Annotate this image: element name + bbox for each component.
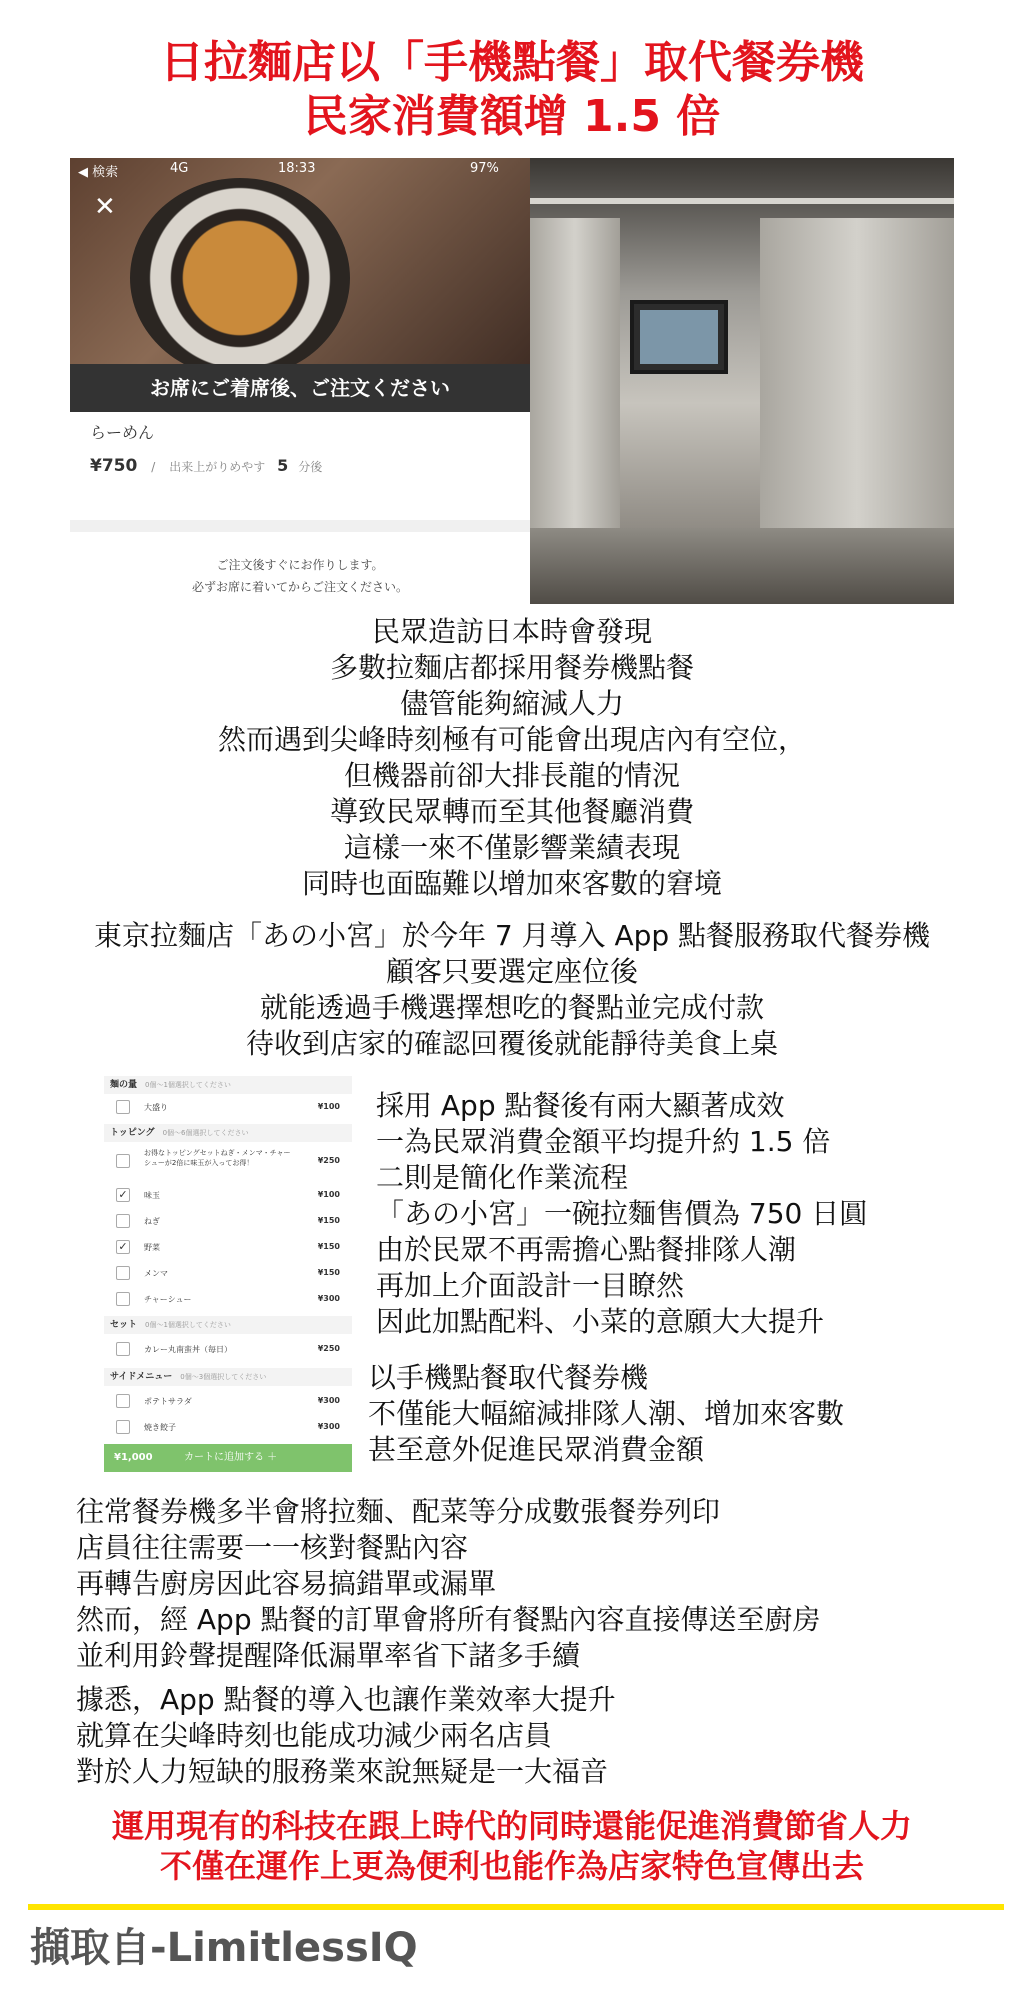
menu-option-row[interactable]: お得なトッピングセットねぎ・メンマ・チャーシューが2倍に味玉が入ってお得！ ¥250 bbox=[104, 1144, 352, 1180]
divider bbox=[70, 520, 530, 532]
option-checkbox[interactable] bbox=[116, 1420, 130, 1434]
add-to-cart-button[interactable]: カートに追加する ＋ bbox=[184, 1452, 278, 1463]
p1-line: 這樣一來不僅影響業績表現 bbox=[343, 831, 680, 864]
option-checkbox[interactable] bbox=[116, 1342, 130, 1356]
ramen-photo bbox=[70, 158, 530, 388]
item-price: ¥750 bbox=[90, 456, 138, 476]
app-menu-screenshot bbox=[104, 1076, 352, 1472]
option-checkbox[interactable] bbox=[116, 1266, 130, 1280]
option-checkbox[interactable]: ✓ bbox=[116, 1188, 130, 1202]
p2-line: 東京拉麵店「あの小宮」於今年 7 月導入 App 點餐服務取代餐券機 bbox=[93, 919, 931, 952]
option-checkbox[interactable]: ✓ bbox=[116, 1240, 130, 1254]
menu-option-row[interactable]: メンマ ¥150 bbox=[104, 1260, 352, 1286]
status-battery: 97% bbox=[470, 161, 499, 176]
kitchen-photo bbox=[530, 158, 954, 604]
price-row bbox=[90, 456, 322, 476]
p5-line: 然而，經 App 點餐的訂單會將所有餐點內容直接傳送至廚房 bbox=[76, 1603, 821, 1636]
conclusion bbox=[0, 1806, 1024, 1886]
option-checkbox[interactable] bbox=[116, 1292, 130, 1306]
paragraph-1 bbox=[0, 614, 1024, 902]
menu-section: 麺の量 0個〜1個選択してください bbox=[104, 1076, 352, 1094]
yellow-divider bbox=[28, 1904, 1004, 1910]
item-name: らーめん bbox=[90, 423, 155, 442]
status-back: ◀ 検索 bbox=[78, 165, 119, 180]
menu-option-row[interactable]: ねぎ ¥150 bbox=[104, 1208, 352, 1234]
source-credit: 擷取自-LimitlessIQ bbox=[30, 1925, 418, 1971]
menu-section: トッピング 0個〜6個選択してください bbox=[104, 1124, 352, 1142]
kitchen-order-tablet bbox=[630, 300, 728, 374]
headline-line-1: 日拉麵店以「手機點餐」取代餐券機 bbox=[160, 37, 864, 88]
conclusion-line: 不僅在運作上更為便利也能作為店家特色宣傳出去 bbox=[159, 1847, 864, 1885]
p3-line: 再加上介面設計一目瞭然 bbox=[376, 1269, 685, 1302]
p2-line: 顧客只要選定座位後 bbox=[385, 955, 638, 988]
p1-line: 同時也面臨難以增加來客數的窘境 bbox=[301, 867, 722, 900]
p5-line: 往常餐券機多半會將拉麵、配菜等分成數張餐券列印 bbox=[76, 1495, 721, 1528]
p6-line: 據悉，App 點餐的導入也讓作業效率大提升 bbox=[76, 1683, 616, 1716]
menu-option-row[interactable]: ✓ 味玉 ¥100 bbox=[104, 1182, 352, 1208]
ramen-bowl-image bbox=[130, 178, 350, 378]
menu-option-row[interactable]: 焼き餃子 ¥300 bbox=[104, 1414, 352, 1440]
option-checkbox[interactable] bbox=[116, 1394, 130, 1408]
p6-line: 就算在尖峰時刻也能成功減少兩名店員 bbox=[76, 1719, 553, 1752]
price-separator: / bbox=[151, 460, 156, 474]
p5-line: 店員往往需要一一核對餐點內容 bbox=[76, 1531, 469, 1564]
option-checkbox[interactable] bbox=[116, 1214, 130, 1228]
p1-line: 多數拉麵店都採用餐券機點餐 bbox=[329, 651, 694, 684]
p5-line: 並利用鈴聲提醒降低漏單率省下諸多手續 bbox=[76, 1639, 581, 1672]
kitchen-shelf bbox=[530, 198, 954, 204]
menu-option-row[interactable]: カレー丸南蛮丼（毎日） ¥250 bbox=[104, 1336, 352, 1362]
status-time: 18:33 bbox=[278, 161, 316, 176]
p6-line: 對於人力短缺的服務業來說無疑是一大福音 bbox=[76, 1755, 609, 1788]
p1-line: 但機器前卻大排長龍的情況 bbox=[343, 759, 680, 792]
p1-line: 導致民眾轉而至其他餐廳消費 bbox=[329, 795, 694, 828]
p1-line: 儘管能夠縮減人力 bbox=[399, 687, 624, 720]
status-bar bbox=[70, 158, 530, 180]
headline-line-2: 民家消費額增 1.5 倍 bbox=[303, 91, 721, 142]
status-signal: 4G bbox=[170, 161, 189, 176]
app-order-screenshot bbox=[70, 158, 531, 604]
p2-line: 待收到店家的確認回覆後就能靜待美食上桌 bbox=[245, 1027, 778, 1060]
ready-minutes: 5 bbox=[277, 456, 289, 475]
menu-option-row[interactable]: ポテトサラダ ¥300 bbox=[104, 1388, 352, 1414]
p5-line: 再轉告廚房因此容易搞錯單或漏單 bbox=[76, 1567, 497, 1600]
note-line-1: ご注文後すぐにお作りします。 bbox=[216, 558, 384, 572]
cart-total: ¥1,000 bbox=[114, 1452, 153, 1463]
p4-line: 甚至意外促進民眾消費金額 bbox=[368, 1433, 705, 1466]
p1-line: 民眾造訪日本時會發現 bbox=[371, 615, 652, 648]
p2-line: 就能透過手機選擇想吃的餐點並完成付款 bbox=[259, 991, 764, 1024]
menu-option-row[interactable]: チャーシュー ¥300 bbox=[104, 1286, 352, 1312]
p3-line: 二則是簡化作業流程 bbox=[376, 1161, 629, 1194]
option-checkbox[interactable] bbox=[116, 1100, 130, 1114]
kitchen-counter bbox=[530, 528, 954, 604]
paragraph-5 bbox=[76, 1494, 821, 1674]
p3-line: 「あの小宮」一碗拉麵售價為 750 日圓 bbox=[376, 1197, 868, 1230]
menu-section: サイドメニュー 0個〜3個選択してください bbox=[104, 1368, 352, 1386]
p3-line: 由於民眾不再需擔心點餐排隊人潮 bbox=[376, 1233, 797, 1266]
ready-label: 出来上がりめやす bbox=[169, 460, 266, 474]
note-line-2: 必ずお席に着いてからご注文ください。 bbox=[191, 580, 408, 594]
p3-line: 因此加點配料、小菜的意願大大提升 bbox=[376, 1305, 825, 1338]
p4-line: 不僅能大幅縮減排隊人潮、增加來客數 bbox=[368, 1397, 845, 1430]
option-checkbox[interactable] bbox=[116, 1154, 130, 1168]
headline bbox=[0, 36, 1024, 144]
menu-section: セット 0個〜1個選択してください bbox=[104, 1316, 352, 1334]
p4-line: 以手機點餐取代餐券機 bbox=[368, 1361, 649, 1394]
menu-option-row[interactable]: 大盛り ¥100 bbox=[104, 1094, 352, 1120]
p1-line: 然而遇到尖峰時刻極有可能會出現店內有空位， bbox=[217, 723, 806, 756]
paragraph-2 bbox=[0, 918, 1024, 1062]
paragraph-6 bbox=[76, 1682, 616, 1790]
menu-option-row[interactable]: ✓ 野菜 ¥150 bbox=[104, 1234, 352, 1260]
p3-line: 一為民眾消費金額平均提升約 1.5 倍 bbox=[376, 1125, 831, 1158]
seat-order-banner: お席にご着席後、ご注文ください bbox=[70, 364, 530, 412]
ready-unit: 分後 bbox=[298, 460, 323, 474]
p3-line: 採用 App 點餐後有兩大顯著成效 bbox=[376, 1089, 785, 1122]
conclusion-line: 運用現有的科技在跟上時代的同時還能促進消費節省人力 bbox=[111, 1807, 912, 1845]
kitchen-cabinet bbox=[530, 218, 620, 528]
kitchen-fridge bbox=[760, 218, 954, 528]
paragraph-3 bbox=[376, 1088, 867, 1340]
add-to-cart-bar[interactable] bbox=[104, 1444, 352, 1472]
paragraph-4 bbox=[368, 1360, 844, 1468]
close-icon[interactable]: ✕ bbox=[94, 192, 116, 222]
